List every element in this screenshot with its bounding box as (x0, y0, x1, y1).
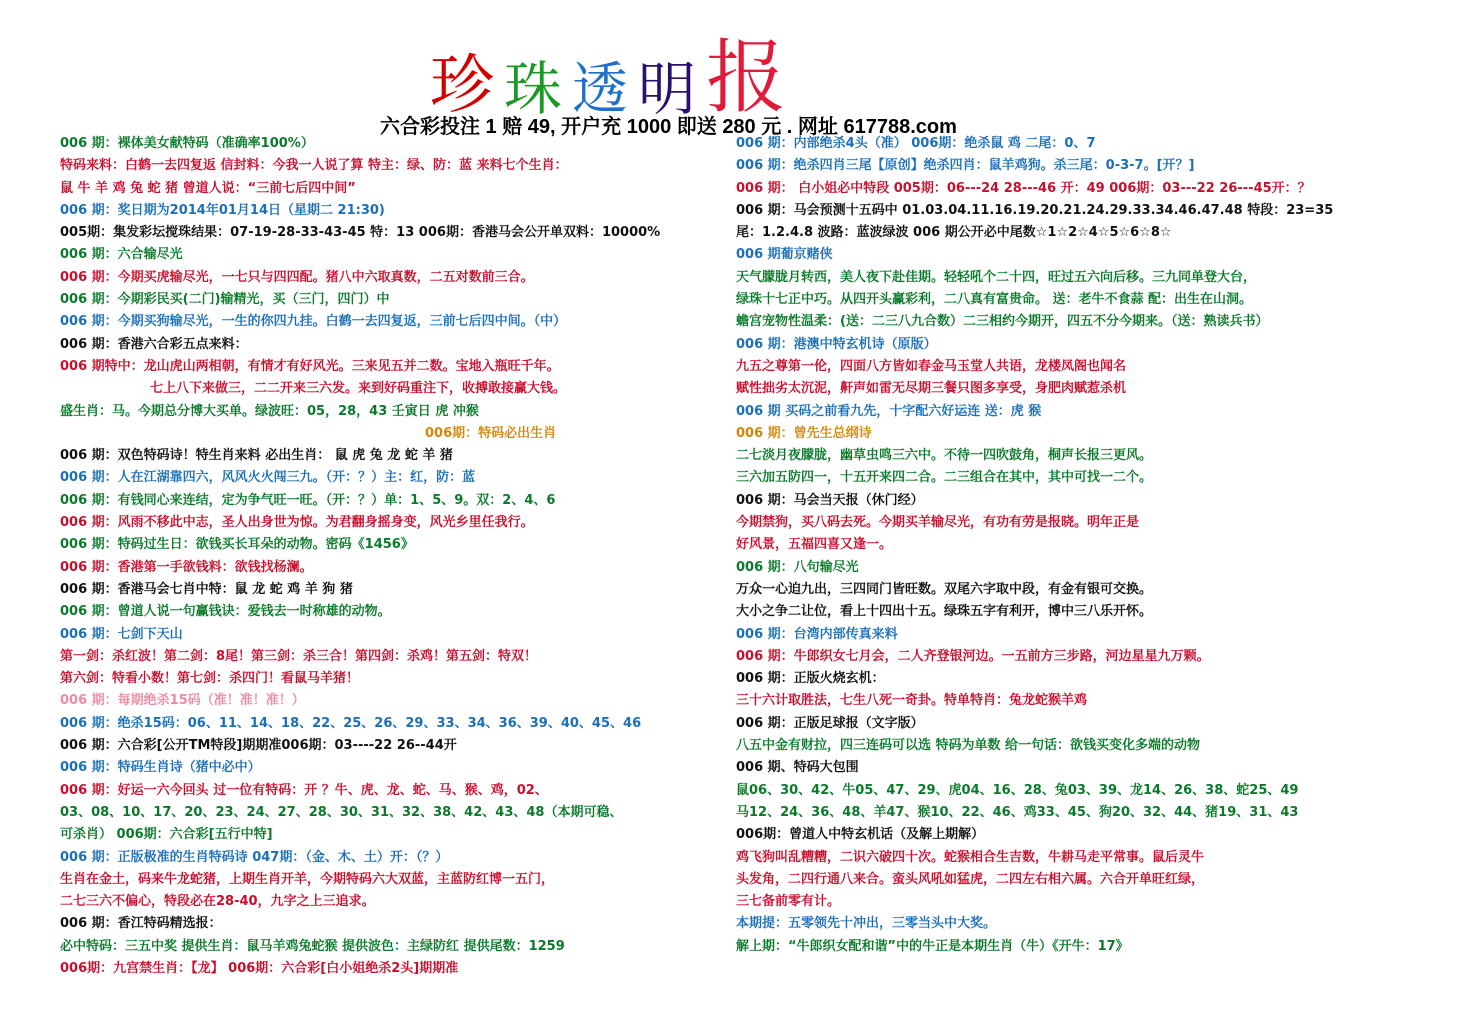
text-line: 天气朦胧月转西，美人夜下赴佳期。轻轻吼个二十四，旺过五六向后移。三九同单登大台， (736, 269, 1257, 285)
text-line: 006期：特码必出生肖 (425, 425, 557, 441)
text-line: 006 期：曾道人说一句赢钱诀：爱钱去一时称雄的动物。 (60, 604, 391, 620)
newspaper-title (430, 28, 910, 124)
text-line: 可杀肖） 006期：六合彩[五行中特] (60, 827, 273, 843)
text-line: 006 期：绝杀四肖三尾【原创】绝杀四肖：鼠羊鸡狗。杀三尾：0-3-7。[开？] (736, 158, 1195, 174)
text-line: 006 期：人在江湖靠四六，风风火火闯三九。（开：？）主：红，防：蓝 (60, 470, 476, 486)
text-line: 005期：集发彩坛搅珠结果：07-19-28-33-43-45 特：13 006期：香港马会公开单双料：10000% (60, 225, 661, 241)
text-line: 二七三六不偏心，特段必在28-40，九字之上三追求。 (60, 894, 375, 910)
left-column (60, 133, 725, 980)
text-line: 006 期： 白小姐必中特段 005期：06---24 28---46 开：49 006期：03---22 26---45开：？ (736, 180, 1311, 196)
text-line: 绿珠十七正中巧。从四开头赢彩利，二八真有富贵命。 送：老牛不食蒜 配：出生在山洞。 (736, 292, 1253, 308)
text-line: 006 期：绝杀15码：06、11、14、18、22、25、26、29、33、34、36、39、40、45、46 (60, 715, 642, 731)
text-line: 006 期：风雨不移此中志，圣人出身世为惊。为君翻身摇身变，风光乡里任我行。 (60, 515, 534, 531)
text-line: 006 期：有钱同心来连结，定为争气旺一旺。（开：？）单：1、5、9。双：2、4、6 (60, 492, 556, 508)
text-line: 特码来料：白鹤一去四复返 信封料：今我一人说了算 特主：绿、防：蓝 来料七个生肖： (60, 158, 568, 174)
right-column (736, 133, 1436, 958)
text-line: 赋性拙劣太沉泥，鼾声如雷无尽期三餐只图多享受，身肥肉赋惹杀机 (736, 381, 1127, 397)
text-line: 必中特码：三五中奖 提供生肖：鼠马羊鸡兔蛇猴 提供波色：主绿防红 提供尾数：1259 (60, 938, 565, 954)
text-line: 006 期：正版足球报（文字版） (736, 715, 924, 731)
text-line: 尾：1.2.4.8 波路：蓝波绿波 006 期公开必中尾数☆1☆2☆4☆5☆6☆8☆ (736, 225, 1172, 241)
text-line: 解上期：“牛郎织女配和谐”中的牛正是本期生肖（牛）《开牛：17》 (736, 938, 1129, 954)
title-char-4: 明 (638, 55, 697, 123)
text-line: 006 期：正版极准的生肖特码诗 047期：（金、木、土）开：（？） (60, 849, 449, 865)
text-line: 006 期：特码生肖诗（猪中必中） (60, 760, 261, 776)
text-line: 二七淡月夜朦胧，幽草虫鸣三六中。不待一四吹鼓角，桐声长报三更风。 (736, 448, 1153, 464)
text-line: 006 期：今期彩民买(二门)输精光，买（三门，四门）中 (60, 292, 390, 308)
text-line: 第一剑：杀红波！第二剑：8尾！第三剑：杀三合！第四剑：杀鸡！第五剑：特双！ (60, 648, 538, 664)
text-line: 生肖在金土，码来牛龙蛇猪，上期生肖开羊，今期特码六大双蓝，主蓝防红博一五门， (60, 871, 555, 887)
text-line: 006 期：曾先生总纲诗 (736, 425, 872, 441)
text-line: 蟾宫宠物性温柔：(送：二三八九合数）二三相约今期开，四五不分今期来。（送：熟读兵书） (736, 314, 1269, 330)
text-line: 006 期：裸体美女献特码（准确率100%） (60, 136, 314, 151)
title-char-3: 透 (572, 57, 629, 122)
text-line: 006 期：港澳中特玄机诗（原版） (736, 336, 937, 352)
text-line: 马12、24、36、48、羊47、猴10、22、46、鸡33、45、狗20、32、44、猪19、31、43 (736, 804, 1299, 820)
text-line: 今期禁狗，买八码去死。今期买羊输尽光，有功有劳是报晓。明年正是 (736, 515, 1140, 531)
text-line: 006 期：香港六合彩五点来料： (60, 336, 248, 352)
text-line: 03、08、10、17、20、23、24、27、28、30、31、32、38、42、43、48（本期可稳、 (60, 804, 623, 820)
text-line: 八五中金有财拉，四三连码可以选 特码为单数 给一句话：欲钱买变化多端的动物 (736, 738, 1201, 754)
text-line: 006 期：香港马会七肖中特：鼠 龙 蛇 鸡 羊 狗 猪 (60, 581, 353, 597)
text-line: 006 期：马会预测十五码中 01.03.04.11.16.19.20.21.24.29.33.34.46.47.48 特段：23=35 (736, 202, 1334, 218)
text-line: 006 期：七剑下天山 (60, 626, 183, 642)
text-line: 006 期：今期买狗输尽光，一生的你四九挂。白鹤一去四复返，三前七后四中间。（中） (60, 314, 567, 330)
text-line: 006 期葡京赌侠 (736, 247, 833, 263)
text-line: 三十六计取胜法，七生八死一奇卦。特单特肖：兔龙蛇猴羊鸡 (736, 693, 1088, 709)
text-line: 七上八下来做三，二二开来三六发。来到好码重注下，收搏敢接赢大钱。 (150, 381, 567, 397)
title-char-5: 报 (706, 31, 787, 124)
text-line: 三七备前零有计。 (736, 894, 841, 910)
text-line: 盛生肖：马。今期总分博大买单。绿波旺：05，28，43 壬寅日 虎 冲猴 (60, 403, 479, 419)
text-line: 006期：曾道人中特玄机话（及解上期解） (736, 827, 985, 843)
title-char-2: 珠 (504, 55, 563, 123)
text-line: 好风景，五福四喜又逢一。 (736, 537, 893, 553)
advert-banner: 六合彩投注 1 赔 49, 开户充 1000 即送 280 元 . 网址 617788.com (380, 116, 957, 138)
text-line: 006 期：六合输尽光 (60, 247, 183, 263)
text-line: 本期提：五零领先十冲出，三零当头中大奖。 (736, 916, 997, 932)
text-line: 006 期：六合彩[公开TM特段]期期准006期：03----22 26--44开 (60, 738, 457, 754)
text-line: 006 期：今期买虎输尽光，一七只与四四配。猪八中六取真数，二五对数前三合。 (60, 269, 534, 285)
text-line: 三六加五防四一，十五开来四二合。二三组合在其中，其中可找一二个。 (736, 470, 1153, 486)
text-line: 006 期：八句输尽光 (736, 559, 859, 575)
text-line: 006 期：香江特码精选报： (60, 916, 222, 932)
text-line: 鸡飞狗叫乱糟糟，二识六破四十次。蛇猴相合生吉数，牛耕马走平常事。鼠后灵牛 (736, 849, 1205, 865)
text-line: 006 期、特码大包围 (736, 760, 859, 776)
text-line: 006 期：牛郎织女七月会，二人齐登银河边。一五前方三步路，河边星星九万颗。 (736, 648, 1210, 664)
text-line: 第六剑：特看小数！第七剑：杀四门！看鼠马羊猪！ (60, 671, 360, 687)
text-line: 006 期：内部绝杀4头（准） 006期：绝杀鼠 鸡 二尾：0、7 (736, 136, 1096, 151)
text-line: 006 期：每期绝杀15码（准！准！准！） (60, 693, 305, 709)
text-line: 006 期：台湾内部传真来料 (736, 626, 898, 642)
text-line: 006期：九宫禁生肖：【龙】 006期：六合彩[白小姐绝杀2头]期期准 (60, 960, 459, 976)
text-line: 大小之争二让位，看上十四出十五。绿珠五字有利开，博中三八乐开怀。 (736, 604, 1153, 620)
text-line: 006 期：好运一六今回头 过一位有特码：开 ？牛、虎、龙、蛇、马、猴、鸡，02、 (60, 782, 548, 798)
text-line: 006 期 买码之前看九先，十字配六好运连 送：虎 猴 (736, 403, 1042, 419)
text-line: 鼠06、30、42、牛05、47、29、虎04、16、28、兔03、39、龙14、26、38、蛇25、49 (736, 782, 1299, 798)
text-line: 006 期：正版火烧玄机： (736, 671, 885, 687)
text-line: 头发角，二四行通八来合。蛮头风吼如猛虎，二四左右相六属。六合开单旺红绿， (736, 871, 1205, 887)
text-line: 006 期特中：龙山虎山两相朝，有情才有好风光。三来见五并二数。宝地入瓶旺千年。 (60, 358, 560, 374)
text-line: 鼠 牛 羊 鸡 兔 蛇 猪 曾道人说：“三前七后四中间” (60, 180, 356, 196)
text-line: 006 期：马会当天报（休门经） (736, 492, 924, 508)
title-char-1: 珍 (430, 49, 494, 123)
text-line: 006 期：奖日期为2014年01月14日（星期二 21:30) (60, 202, 385, 218)
text-line: 006 期：特码过生日：欲钱买长耳朵的动物。密码《1456》 (60, 537, 414, 553)
text-line: 万众一心迫九出，三四同门皆旺数。双尾六字取中段，有金有银可交换。 (736, 581, 1153, 597)
text-line: 006 期：香港第一手欲钱料：欲钱找杨澜。 (60, 559, 313, 575)
text-line: 006 期：双色特码诗！特生肖来料 必出生肖： 鼠 虎 兔 龙 蛇 羊 猪 (60, 448, 453, 464)
text-line: 九五之尊第一伦，四面八方皆如春金马玉堂人共语，龙楼凤阁也闻名 (736, 358, 1127, 374)
